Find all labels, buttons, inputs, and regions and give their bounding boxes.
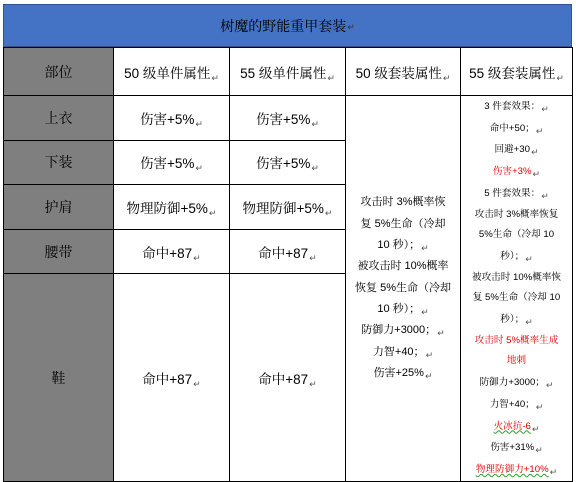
- set55-line: 攻击时 3%概率恢复: [474, 208, 559, 220]
- cell-55-single: 伤害$+5\%_↵$: [230, 96, 346, 141]
- set50-line: 力智+40；$_↵$: [372, 345, 434, 360]
- set50-line: 攻击时 3%概率恢: [360, 196, 446, 209]
- set50-line: 10 秒）；$_↵$: [377, 302, 429, 317]
- set55-line: 5 件套效果：↵: [484, 187, 549, 201]
- set55-line: 火冰抗-6↵: [493, 420, 540, 434]
- set50-line: 被攻击时 10%概率: [357, 260, 449, 273]
- table-title: 树魔的野能重甲套装: [220, 17, 347, 34]
- paragraph-mark-icon: ↵: [347, 22, 355, 32]
- header-50-set: 50 级套装属性$_↵$: [346, 48, 461, 96]
- cell-55-single: 命中$+87_↵$: [230, 229, 346, 274]
- cell-50-single: 物理防御$+5\%_↵$: [114, 185, 230, 230]
- set50-line: 防御力+3000；$_↵$: [361, 324, 445, 339]
- set55-line: 伤害+3%↵: [492, 166, 541, 180]
- cell-55-single: 物理防御$+5\%_↵$: [230, 185, 346, 230]
- header-row: [4, 48, 573, 96]
- header-55-single: 55 级单件属性$_↵$: [230, 48, 346, 96]
- part-label: 鞋: [4, 274, 114, 481]
- cell-50-single: 伤害$+5\%_↵$: [114, 96, 230, 141]
- set50-line: 伤害$+25\%_↵$: [373, 366, 433, 381]
- set50-effects-cell: [346, 96, 461, 482]
- set55-line: 复 5%生命（冷却 10: [472, 292, 561, 304]
- header-55-set: 55 级套装属性$_↵$: [461, 48, 573, 96]
- table-title-banner: [3, 4, 572, 47]
- set55-line: 命中+50；↵: [489, 122, 544, 136]
- set55-line: 秒）；↵: [500, 250, 533, 264]
- set55-line: 攻击时 5%概率生成: [474, 334, 559, 346]
- set50-line: 恢复 5%生命（冷却: [355, 281, 451, 294]
- set55-line: 被攻击时 10%概率恢: [471, 271, 562, 283]
- cell-50-single: 命中$+87_↵$: [114, 274, 230, 481]
- cell-50-single: 伤害$+5\%_↵$: [114, 140, 230, 185]
- part-label: 上衣: [4, 96, 114, 141]
- set55-line: 伤害+31%↵: [490, 442, 543, 456]
- set55-line: 3 件套效果：↵: [484, 101, 549, 114]
- set55-line: 地刺: [506, 355, 527, 367]
- set55-line: 秒）；↵: [500, 314, 533, 328]
- part-label: 腰带: [4, 229, 114, 274]
- set55-effects-cell: [461, 96, 573, 482]
- cell-55-single: 伤害$+5\%_↵$: [230, 140, 346, 185]
- set55-line: 防御力+3000；↵: [479, 377, 554, 391]
- part-label: 护肩: [4, 185, 114, 230]
- set55-line: 物理防御力+10%↵: [475, 463, 558, 477]
- set50-line: 10 秒）；$_↵$: [377, 239, 429, 254]
- cell-55-single: 命中$+87_↵$: [230, 274, 346, 481]
- set55-line: 回避+30↵: [494, 144, 539, 158]
- set50-line: 复 5%生命（冷却: [360, 217, 446, 230]
- part-label: 下装: [4, 140, 114, 185]
- header-50-single: 50 级单件属性$_↵$: [114, 48, 230, 96]
- table-row: [4, 96, 573, 141]
- set-attributes-table: [3, 47, 573, 482]
- cell-50-single: 命中$+87_↵$: [114, 229, 230, 274]
- header-part: 部位: [4, 48, 114, 96]
- set-table-page: [3, 4, 572, 477]
- set55-line: 力智+40；↵: [489, 398, 544, 412]
- set55-line: 5%生命（冷却 10: [478, 229, 555, 241]
